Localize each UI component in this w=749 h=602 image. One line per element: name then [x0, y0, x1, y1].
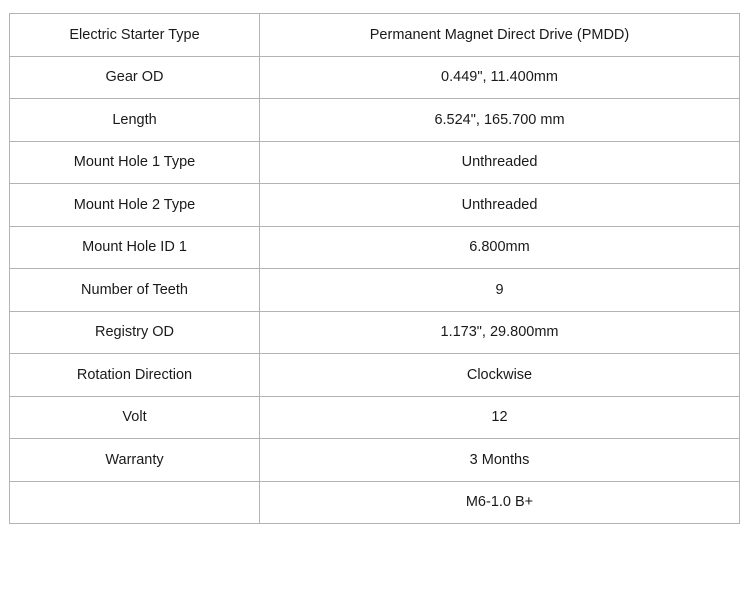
table-cell-label [10, 269, 260, 312]
specification-table [9, 13, 740, 524]
spec-value: 9 [495, 281, 504, 298]
spec-label: Length [112, 111, 157, 128]
table-row [10, 396, 740, 439]
table-cell-value [260, 354, 740, 397]
table-cell-value [260, 396, 740, 439]
spec-value: 3 Months [469, 451, 530, 468]
table-row [10, 269, 740, 312]
table-cell-value [260, 141, 740, 184]
spec-value: M6-1.0 B+ [465, 494, 534, 511]
table-row [10, 439, 740, 482]
table-cell-label [10, 354, 260, 397]
table-cell-value [260, 481, 740, 524]
table-cell-value [260, 99, 740, 142]
table-row [10, 311, 740, 354]
table-row [10, 354, 740, 397]
spec-value: 0.449", 11.400mm [441, 69, 558, 86]
table-cell-label [10, 141, 260, 184]
table-row [10, 14, 740, 57]
spec-label: Number of Teeth [81, 281, 188, 298]
spec-label: Rotation Direction [76, 366, 193, 383]
table-cell-value [260, 269, 740, 312]
table-row [10, 481, 740, 524]
spec-label [10, 500, 259, 504]
spec-value: Unthreaded [461, 196, 538, 213]
table-row [10, 184, 740, 227]
table-row [10, 99, 740, 142]
spec-label: Mount Hole 2 Type [73, 196, 196, 213]
table-cell-label [10, 14, 260, 57]
spec-value: Permanent Magnet Direct Drive (PMDD) [369, 26, 630, 43]
spec-label: Warranty [105, 451, 164, 468]
table-cell-label [10, 396, 260, 439]
spec-label: Registry OD [95, 324, 174, 341]
spec-label: Mount Hole 1 Type [73, 154, 196, 171]
spec-value: Clockwise [466, 366, 533, 383]
table-cell-label [10, 481, 260, 524]
table-cell-value [260, 226, 740, 269]
spec-value: 12 [491, 409, 508, 426]
table-cell-value [260, 184, 740, 227]
table-cell-label [10, 99, 260, 142]
table-cell-value [260, 56, 740, 99]
spec-value: 6.524", 165.700 mm [434, 111, 565, 128]
spec-value: 1.173", 29.800mm [440, 324, 559, 341]
spec-label: Gear OD [105, 69, 164, 86]
table-cell-label [10, 311, 260, 354]
spec-label: Mount Hole ID 1 [82, 239, 187, 256]
table-cell-label [10, 439, 260, 482]
table-cell-label [10, 184, 260, 227]
spec-label: Electric Starter Type [69, 26, 200, 43]
table-cell-label [10, 56, 260, 99]
specification-table-body [10, 14, 740, 524]
table-cell-value [260, 311, 740, 354]
spec-value: 6.800mm [469, 239, 530, 256]
table-cell-value [260, 14, 740, 57]
table-row [10, 226, 740, 269]
spec-label: Volt [122, 409, 147, 426]
table-cell-value [260, 439, 740, 482]
table-row [10, 56, 740, 99]
table-cell-label [10, 226, 260, 269]
spec-value: Unthreaded [461, 154, 538, 171]
table-row [10, 141, 740, 184]
